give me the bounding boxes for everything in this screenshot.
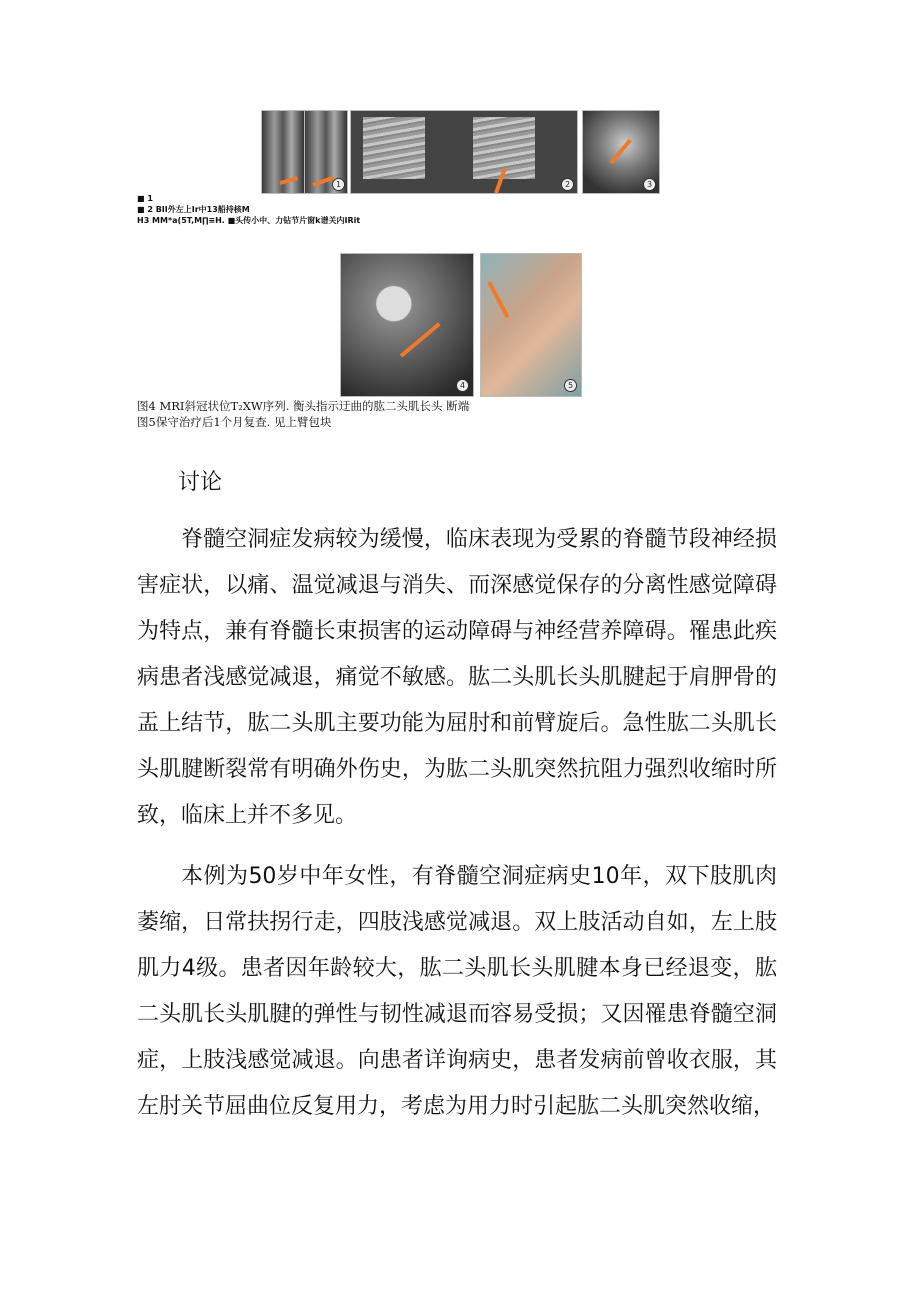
figure-caption-line: ■ 1: [137, 194, 153, 203]
section-heading: 讨论: [178, 470, 223, 495]
panel-number: 1: [332, 178, 345, 191]
arrow-icon: [487, 281, 509, 318]
arrow-icon: [400, 322, 441, 357]
arrow-icon: [279, 176, 297, 185]
figure-5-arm-photo: [480, 253, 582, 397]
figure-1b-mri-image: [304, 110, 348, 194]
figure-2-ultrasound-image: [350, 110, 578, 194]
figure-3-mri-image: [582, 110, 660, 194]
figure-5-caption: 图5保守治疗后1个月复查. 见上臂包块: [137, 415, 332, 429]
figure-caption-line: ■ 2 BII外左上Ir中13船持核M: [137, 205, 250, 214]
figure-4-caption: 图4 MRI斜冠状位T₂XW序列. 衡头指示迂曲的肱二头肌长头 断端: [137, 399, 470, 413]
panel-number: 4: [456, 379, 469, 392]
panel-number: 5: [564, 379, 577, 392]
body-paragraph: 脊髓空洞症发病较为缓慢，临床表现为受累的脊髓节段神经损害症状，以痛、温觉减退与消失、而深感觉保存的分离性感觉障碍为特点，兼有脊髓长束损害的运动障碍与神经营养障碍。罹患此疾病患者浅感觉减退，痛觉不敏感。肱二头肌长头肌腱起于肩胛骨的盂上结节，肱二头肌主要功能为屈肘和前臂旋后。急性肱二头肌长头肌腱断裂常有明确外伤史，为肱二头肌突然抗阻力强烈收缩时所致，临床上并不多见。: [137, 527, 777, 828]
arrow-icon: [609, 139, 631, 165]
figure-caption-line: H3 MM*a(5T,M∏≡H. ■头传小中、力钻节片窗k谱关内IRit: [137, 216, 361, 225]
panel-number: 2: [561, 178, 574, 191]
body-paragraph: 本例为50岁中年女性，有脊髓空洞症病史10年，双下肢肌肉萎缩，日常扶拐行走，四肢浅感觉减退。双上肢活动自如，左上肢肌力4级。患者因年龄较大，肱二头肌长头肌腱本身已经退变，肱二头肌长头肌腱的弹性与韧性减退而容易受损；又因罹患脊髓空洞症，上肢浅感觉减退。向患者详询病史，患者发病前曾收衣服，其左肘关节屈曲位反复用力，考虑为用力时引起肱二头肌突然收缩，: [137, 864, 777, 1119]
figure-1a-mri-image: [261, 110, 305, 194]
panel-number: 3: [643, 178, 656, 191]
figure-4-mri-image: [340, 253, 474, 397]
